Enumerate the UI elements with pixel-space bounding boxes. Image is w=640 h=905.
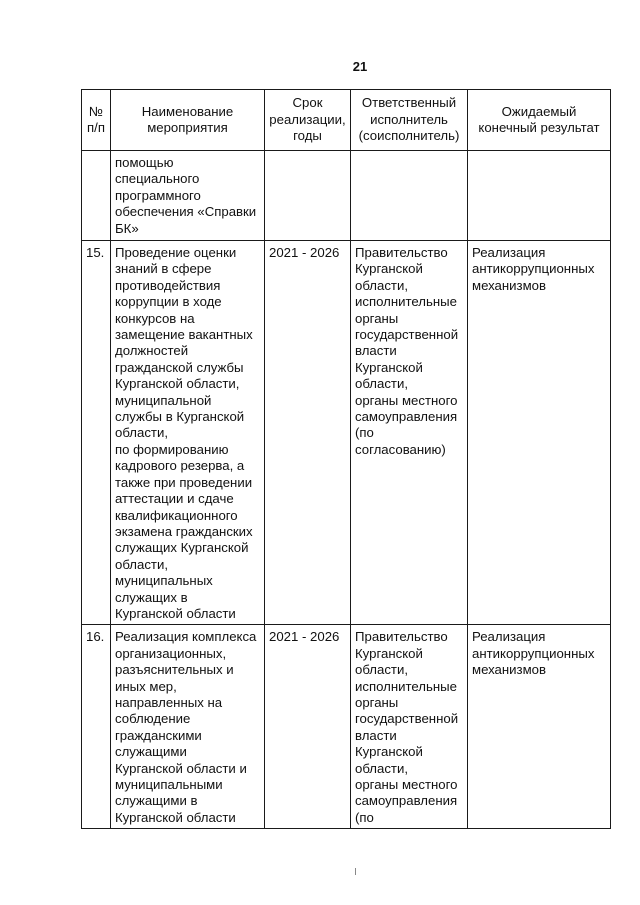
cell-executor — [351, 625, 468, 829]
table-row — [82, 625, 611, 829]
text-line: разъяснительных и — [115, 662, 234, 678]
header-executor — [351, 90, 468, 151]
text-line: кадрового резерва, а — [115, 458, 245, 474]
text-line: по формированию — [115, 441, 229, 457]
cell-name — [111, 625, 265, 829]
header-term — [265, 90, 351, 151]
text-line: антикоррупционных — [472, 645, 595, 661]
text-line: иных мер, — [115, 678, 177, 694]
text-line: области, — [115, 556, 168, 572]
text-line: власти — [355, 727, 397, 743]
cell-name — [111, 151, 265, 241]
text-line: власти — [355, 343, 397, 359]
text-line: исполнительные — [355, 678, 457, 694]
table-row — [82, 241, 611, 625]
text-line: муниципальных — [115, 573, 213, 589]
text-line: № — [88, 103, 104, 119]
text-line: служащими в — [115, 793, 198, 809]
text-line: Ответственный — [361, 95, 457, 111]
cell-executor — [351, 241, 468, 625]
text-line: коррупции в ходе — [115, 294, 222, 310]
text-line: п/п — [87, 120, 105, 135]
text-line: Реализация — [472, 245, 546, 260]
text-line: исполнитель — [370, 111, 448, 127]
text-line: Курганской — [355, 261, 423, 277]
text-line: Курганской области — [115, 809, 236, 825]
text-line: области, — [355, 662, 408, 678]
text-line: Курганской — [355, 744, 423, 760]
text-line: служащих Курганской — [115, 540, 249, 556]
text-line: исполнительные — [355, 294, 457, 310]
text-line: Наименование — [141, 103, 234, 119]
text-line: государственной — [355, 711, 459, 727]
text-line: Реализация комплекса — [115, 629, 257, 645]
text-line: Курганской — [355, 359, 423, 375]
cell-result — [468, 151, 611, 241]
text-line: конечный результат — [478, 120, 600, 135]
cell-num: 16. — [82, 625, 111, 829]
header-name — [111, 90, 265, 151]
header-num — [82, 90, 111, 151]
text-line: антикоррупционных — [472, 261, 595, 277]
text-line: самоуправления — [355, 409, 458, 425]
text-line: Ожидаемый — [501, 103, 577, 119]
text-line: области, — [355, 376, 408, 392]
text-line: механизмов — [472, 277, 546, 293]
text-line: должностей — [115, 343, 189, 359]
text-line: механизмов — [472, 662, 546, 678]
text-line: организационных, — [115, 645, 227, 661]
text-line: помощью — [115, 155, 174, 170]
text-line: государственной — [355, 327, 459, 343]
text-line: согласованию) — [355, 441, 446, 457]
text-line: гражданской службы — [115, 359, 244, 375]
cell-term: 2021 - 2026 — [265, 625, 351, 829]
text-line: замещение вакантных — [115, 327, 253, 343]
table-header-row — [82, 90, 611, 151]
cell-term — [265, 151, 351, 241]
text-line: области, — [355, 277, 408, 293]
text-line: годы — [293, 128, 322, 144]
text-line: Проведение оценки — [115, 245, 237, 260]
text-line: Правительство — [355, 629, 448, 645]
text-line: гражданскими — [115, 727, 202, 743]
text-line: обеспечения «Справки — [115, 204, 257, 220]
text-line: конкурсов на — [115, 310, 195, 326]
text-line: органы — [355, 310, 399, 326]
text-line: Курганской области и — [115, 760, 247, 776]
cell-term: 2021 - 2026 — [265, 241, 351, 625]
text-line: Курганской — [355, 645, 423, 661]
text-line: программного — [115, 187, 201, 203]
page-number: 21 — [352, 59, 368, 74]
cell-result — [468, 625, 611, 829]
cell-name — [111, 241, 265, 625]
text-line: знаний в сфере — [115, 261, 212, 277]
text-line: области, — [355, 760, 408, 776]
text-line: реализации, — [269, 111, 346, 127]
text-line: БК» — [115, 220, 139, 236]
text-line: органы местного — [355, 392, 458, 408]
cell-num — [82, 151, 111, 241]
text-line: службы в Курганской — [115, 409, 245, 425]
text-line: противодействия — [115, 277, 221, 293]
text-line: муниципальной — [115, 392, 212, 408]
text-line: квалификационного — [115, 507, 238, 523]
text-line: Правительство — [355, 245, 448, 260]
text-line: области, — [115, 425, 168, 441]
cell-num: 15. — [82, 241, 111, 625]
text-line: Курганской области — [115, 605, 236, 621]
header-result — [468, 90, 611, 151]
text-line: (соисполнитель) — [358, 128, 460, 144]
text-line: (по — [355, 425, 374, 441]
measures-table — [81, 89, 611, 829]
text-line: самоуправления — [355, 793, 458, 809]
text-line: органы местного — [355, 777, 458, 792]
text-line: служащих в — [115, 589, 188, 605]
text-line: муниципальными — [115, 777, 223, 792]
cell-executor — [351, 151, 468, 241]
text-line: аттестации и сдаче — [115, 491, 234, 507]
text-line: (по — [355, 809, 374, 825]
cell-result — [468, 241, 611, 625]
table-row-continuation — [82, 151, 611, 241]
text-line: Срок — [292, 95, 323, 111]
text-line: экзамена гражданских — [115, 523, 253, 539]
text-line: органы — [355, 694, 399, 710]
text-line: Курганской области, — [115, 376, 240, 392]
text-line: Реализация — [472, 629, 546, 645]
text-line: направленных на — [115, 694, 223, 710]
scan-mark — [355, 868, 356, 875]
text-line: специального — [115, 171, 200, 187]
text-line: также при проведении — [115, 474, 253, 490]
text-line: соблюдение — [115, 711, 191, 727]
text-line: мероприятия — [147, 120, 228, 135]
text-line: служащими — [115, 744, 187, 760]
